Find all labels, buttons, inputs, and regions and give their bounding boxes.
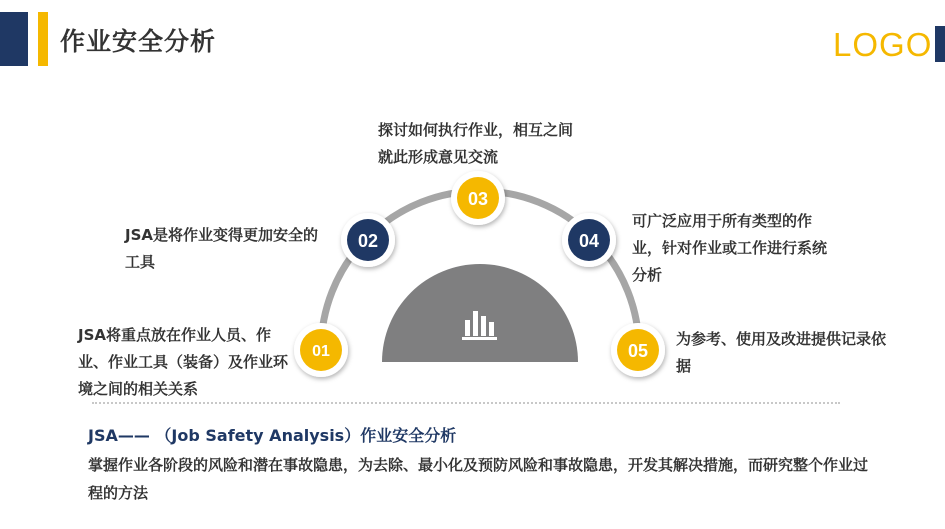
step-number: 01 <box>312 343 330 360</box>
step-node-04 <box>562 213 616 267</box>
step-node-03 <box>451 171 505 225</box>
page-title: 作业安全分析 <box>60 27 217 56</box>
step-node-05 <box>611 323 665 377</box>
step-node-02 <box>341 213 395 267</box>
step-number: 02 <box>357 231 379 251</box>
step-number: 04 <box>578 231 600 251</box>
step-node-01 <box>294 323 348 377</box>
logo: LOGO <box>833 26 933 63</box>
step-description-03: 探讨如何执行作业，相互之间就此形成意见交流 <box>378 121 574 166</box>
center-dome <box>382 264 578 362</box>
step-description-05: 为参考、使用及改进提供记录依据 <box>676 330 887 375</box>
step-number: 03 <box>467 189 489 209</box>
step-description-04: 可广泛应用于所有类型的作业，针对作业或工作进行系统分析 <box>632 212 828 284</box>
dotted-divider <box>92 402 840 404</box>
definition-heading: JSA—— （Job Safety Analysis）作业安全分析 <box>88 426 457 445</box>
step-number: 05 <box>627 341 649 361</box>
step-description-01: JSA将重点放在作业人员、作业、作业工具（装备）及作业环境之间的相关关系 <box>78 326 289 398</box>
step-description-02: JSA是将作业变得更加安全的工具 <box>125 226 318 271</box>
definition-body: 掌握作业各阶段的风险和潜在事故隐患，为去除、最小化及预防风险和事故隐患，开发其解决措施，而研究整个作业过程的方法 <box>88 456 869 502</box>
